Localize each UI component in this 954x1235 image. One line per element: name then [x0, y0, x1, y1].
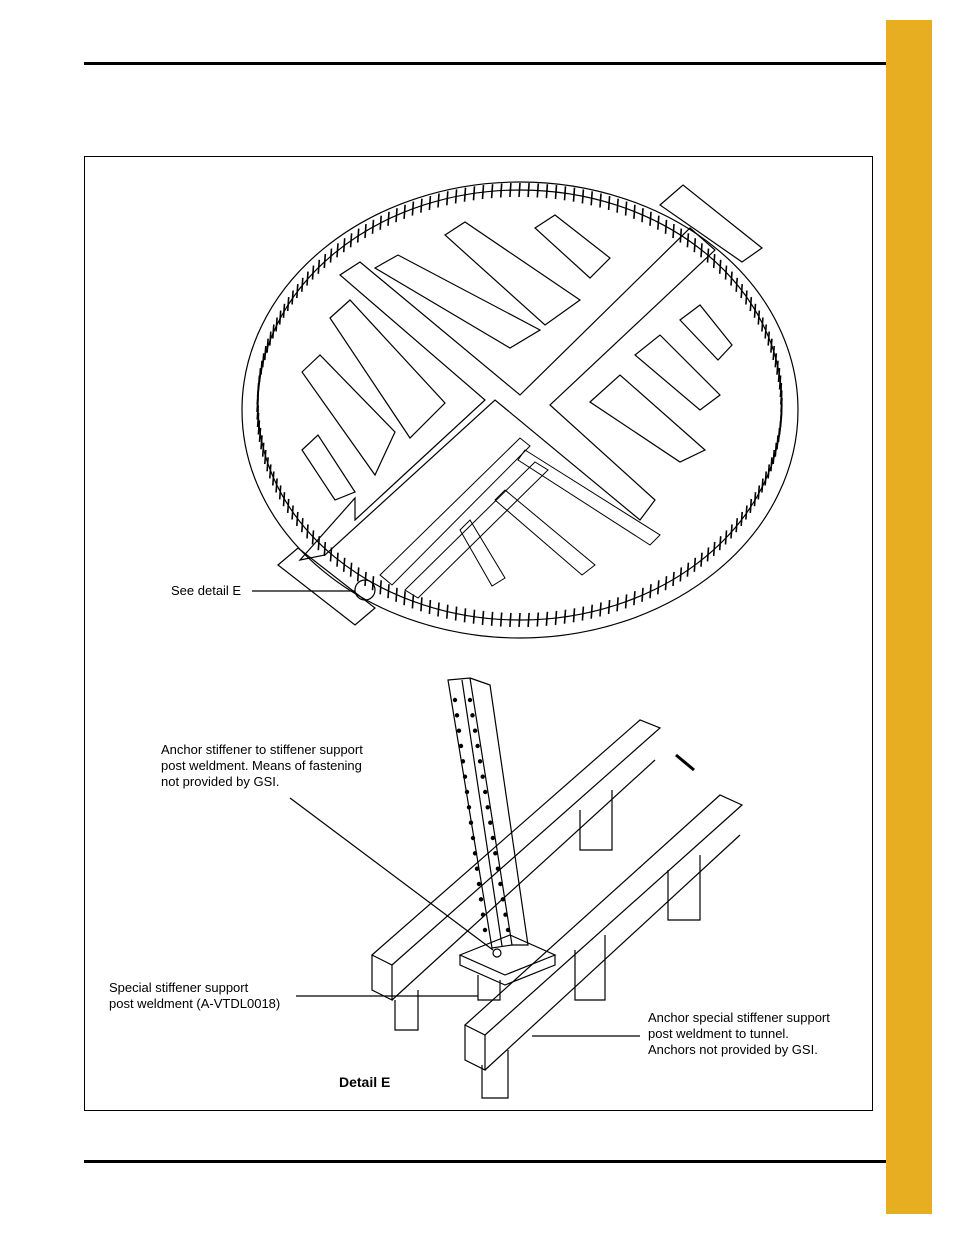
bolt-hole — [499, 882, 502, 885]
stiffener-tooth — [781, 391, 782, 405]
stiffener-tooth — [292, 506, 293, 520]
left-tunnel-rail — [372, 720, 660, 965]
stiffener-tooth — [768, 332, 769, 346]
stiffener-tooth — [658, 580, 659, 594]
bolt-hole — [473, 852, 476, 855]
stiffener-tooth — [666, 576, 667, 590]
bolt-hole — [484, 790, 487, 793]
stiffener-tooth — [758, 485, 759, 499]
floor-slot — [302, 355, 395, 475]
stiffener-tooth — [396, 588, 397, 602]
stiffener-tooth — [456, 189, 457, 203]
stiffener-tooth — [492, 184, 493, 198]
anchor-bolt — [493, 949, 501, 957]
stiffener-grid — [380, 438, 660, 598]
base-plate — [460, 935, 555, 975]
stiffener-tooth — [720, 536, 721, 550]
stiffener-tooth — [736, 278, 737, 292]
stiffener-tooth — [758, 311, 759, 325]
stiffener-tooth — [421, 199, 422, 213]
see-detail-callout: See detail E — [171, 583, 242, 598]
stiffener-tooth — [404, 205, 405, 219]
floor-slot — [302, 435, 355, 500]
stiffener-tooth — [546, 612, 547, 626]
stiffener-tooth — [474, 186, 475, 200]
stiffener-tooth — [438, 603, 439, 617]
bolt-hole — [491, 836, 494, 839]
right-rail-leg — [575, 935, 605, 1000]
stiffener-tooth — [777, 361, 778, 375]
stiffener-tooth — [746, 506, 747, 520]
stiffener-tooth — [762, 479, 763, 493]
stiffener-tooth — [680, 567, 681, 581]
floor-slot — [445, 222, 580, 325]
stiffener-tooth — [510, 613, 511, 627]
stiffener-tooth — [574, 608, 575, 622]
stiffener-tooth — [396, 208, 397, 222]
stiffener-tooth — [412, 202, 413, 216]
floor-slot — [590, 375, 705, 462]
tunnel-tab-lower — [278, 548, 375, 625]
stiffener-tooth — [565, 186, 566, 200]
right-rail-leg — [668, 855, 700, 920]
stiffener-tooth — [297, 512, 298, 526]
stiffener-tooth — [779, 428, 780, 442]
stiffener-tooth — [447, 605, 448, 619]
stiffener-tooth — [501, 613, 502, 627]
stiffener-tooth — [313, 266, 314, 280]
stiffener-tooth — [626, 202, 627, 216]
stiffener-tooth — [537, 184, 538, 198]
stiffener-tooth — [284, 492, 285, 506]
stiffener-tooth — [673, 572, 674, 586]
stiffener-tooth — [609, 196, 610, 210]
stiffener-tooth — [701, 553, 702, 567]
stiffener-tooth — [337, 553, 338, 567]
stiffener-tooth — [731, 272, 732, 286]
stiffener-tooth — [765, 472, 766, 486]
stiffener-tooth — [731, 524, 732, 538]
stiffener-tooth — [650, 584, 651, 598]
stiffener-tooth — [465, 608, 466, 622]
stiffener-tooth — [591, 605, 592, 619]
stiffener-tooth — [292, 291, 293, 305]
bolt-hole — [504, 913, 507, 916]
stiffener-tooth — [365, 224, 366, 238]
bolt-hole — [467, 806, 470, 809]
stiffener-tooth — [276, 479, 277, 493]
bolt-hole — [486, 806, 489, 809]
stiffener-tooth — [358, 567, 359, 581]
stiffener-tooth — [519, 183, 520, 197]
floor-slot — [535, 215, 610, 278]
bolt-hole — [463, 775, 466, 778]
stiffener-tooth — [438, 194, 439, 208]
stiffener-tooth — [276, 318, 277, 332]
stiffener-tooth — [537, 613, 538, 627]
stiffener-tooth — [701, 243, 702, 257]
stiffener-tooth — [492, 612, 493, 626]
stiffener-tooth — [771, 457, 772, 471]
stiffener-tooth — [617, 597, 618, 611]
stiffener-tooth — [773, 346, 774, 360]
detail-e-caption: Detail E — [339, 1074, 391, 1090]
left-rail-leg — [580, 790, 612, 850]
stiffener-tooth — [265, 346, 266, 360]
bolt-hole — [483, 928, 486, 931]
tunnel-tab-upper — [660, 185, 762, 262]
bolt-hole — [461, 760, 464, 763]
special-post-callout: Special stiffener support post weldment (A-VTDL0018) — [109, 980, 281, 1011]
stiffener-tooth — [280, 485, 281, 499]
stiffener-tooth — [600, 603, 601, 617]
stiffener-tooth — [680, 229, 681, 243]
stiffener-tooth — [307, 524, 308, 538]
stiffener-teeth — [257, 183, 782, 627]
stiffener-tooth — [313, 530, 314, 544]
stiffener-tooth — [708, 547, 709, 561]
stiffener-tooth — [746, 291, 747, 305]
bolt-hole — [453, 698, 456, 701]
stiffener-tooth — [307, 272, 308, 286]
stiffener-tooth — [429, 600, 430, 614]
anchor-stiffener-leader — [290, 798, 493, 950]
stiffener-tooth — [273, 325, 274, 339]
stiffener-tooth — [365, 572, 366, 586]
stiffener-tooth — [344, 558, 345, 572]
stiffener-tooth — [694, 558, 695, 572]
stiffener-tooth — [528, 183, 529, 197]
bolt-hole — [455, 714, 458, 717]
stiffener-tooth — [714, 254, 715, 268]
stiffener-tooth — [388, 212, 389, 226]
stiffener-tooth — [556, 185, 557, 199]
stiffener-tooth — [773, 450, 774, 464]
stiffener-tooth — [261, 435, 262, 449]
stiffener-tooth — [775, 443, 776, 457]
stiffener-tooth — [546, 184, 547, 198]
stiffener-tooth — [642, 588, 643, 602]
bolt-hole — [494, 852, 497, 855]
stiffener-tooth — [634, 205, 635, 219]
stiffener-tooth — [658, 216, 659, 230]
stiffener-tooth — [351, 233, 352, 247]
stiffener-tooth — [736, 518, 737, 532]
stiffener-tooth — [626, 594, 627, 608]
stiffener-tooth — [297, 284, 298, 298]
bolt-hole — [477, 882, 480, 885]
stiffener-tooth — [673, 224, 674, 238]
stiffener-tooth — [263, 443, 264, 457]
stiffener-tooth — [687, 233, 688, 247]
stiffener-tooth — [777, 435, 778, 449]
bolt-hole — [468, 698, 471, 701]
stiffener-tooth — [288, 297, 289, 311]
anchor-tunnel-callout: Anchor special stiffener support post weldment to tunnel. Anchors not provided by GSI. — [648, 1010, 830, 1057]
stiffener-tooth — [510, 183, 511, 197]
floor-slot — [680, 305, 732, 360]
stiffener-tooth — [556, 611, 557, 625]
bolt-hole — [471, 714, 474, 717]
stiffener-tooth — [765, 325, 766, 339]
stiffener-tooth — [260, 368, 261, 382]
stiffener-tooth — [726, 530, 727, 544]
stiffener-tooth — [302, 278, 303, 292]
stiffener-tooth — [429, 196, 430, 210]
stiffener-tooth — [270, 332, 271, 346]
stiffener-tooth — [617, 199, 618, 213]
stiffener-tooth — [666, 220, 667, 234]
stiffener-tooth — [260, 428, 261, 442]
stiffener-tooth — [280, 311, 281, 325]
stiffener-tooth — [373, 220, 374, 234]
stiffener-tooth — [324, 542, 325, 556]
stiffener-tooth — [267, 339, 268, 353]
stiffener-tooth — [750, 297, 751, 311]
anchor-stiffener-callout: Anchor stiffener to stiffener support post weldment. Means of fastening not provided by GSI. — [161, 742, 363, 789]
bolt-hole — [479, 760, 482, 763]
stiffener-tooth — [750, 499, 751, 513]
bolt-hole — [469, 821, 472, 824]
stiffener-tooth — [771, 339, 772, 353]
stiffener-tooth — [768, 464, 769, 478]
bolt-hole — [471, 836, 474, 839]
stiffener-tooth — [694, 238, 695, 252]
stiffener-tooth — [609, 600, 610, 614]
stiffener-tooth — [741, 512, 742, 526]
stiffener-tooth — [358, 229, 359, 243]
bolt-hole — [457, 729, 460, 732]
stiffener-tooth — [642, 208, 643, 222]
bolt-hole — [465, 790, 468, 793]
stiffener-tooth — [687, 563, 688, 577]
stiffener-fragment — [676, 755, 694, 770]
bolt-hole — [474, 729, 477, 732]
stiffener-tooth — [465, 188, 466, 202]
bolt-hole — [459, 744, 462, 747]
stiffener-tooth — [474, 610, 475, 624]
stiffener-tooth — [741, 284, 742, 298]
stiffener-tooth — [591, 191, 592, 205]
stiffener-tooth — [344, 238, 345, 252]
stiffener-tooth — [267, 457, 268, 471]
stiffener-tooth — [263, 353, 264, 367]
stiffener-tooth — [318, 260, 319, 274]
stiffener-tooth — [528, 613, 529, 627]
bolt-hole — [476, 744, 479, 747]
stiffener-tooth — [456, 607, 457, 621]
stiffener-tooth — [600, 194, 601, 208]
bolt-hole — [481, 775, 484, 778]
bolt-hole — [475, 867, 478, 870]
right-rail-leg — [482, 1050, 508, 1098]
stiffener-tooth — [634, 591, 635, 605]
stiffener-tooth — [582, 607, 583, 621]
stiffener-tooth — [351, 563, 352, 577]
stiffener-tooth — [265, 450, 266, 464]
column-bolt-holes — [453, 698, 509, 931]
stiffener-tooth — [582, 189, 583, 203]
stiffener-tooth — [762, 318, 763, 332]
stiffener-tooth — [421, 597, 422, 611]
stiffener-tooth — [755, 492, 756, 506]
stiffener-tooth — [412, 594, 413, 608]
stiffener-tooth — [714, 542, 715, 556]
stiffener-tooth — [775, 353, 776, 367]
stiffener-tooth — [288, 499, 289, 513]
stiffener-tooth — [483, 185, 484, 199]
stiffener-tooth — [755, 304, 756, 318]
bolt-hole — [506, 928, 509, 931]
stiffener-tooth — [324, 254, 325, 268]
stiffener-tooth — [380, 580, 381, 594]
stiffener-tooth — [501, 184, 502, 198]
bolt-hole — [479, 898, 482, 901]
stiffener-tooth — [273, 472, 274, 486]
stiffener-tooth — [284, 304, 285, 318]
stiffener-tooth — [726, 266, 727, 280]
floor-slot — [375, 255, 540, 348]
stiffener-tooth — [331, 249, 332, 263]
stiffener-tooth — [261, 361, 262, 375]
stiffener-tooth — [779, 368, 780, 382]
stiffener-tooth — [519, 613, 520, 627]
stiffener-tooth — [270, 464, 271, 478]
stiffener-tooth — [650, 212, 651, 226]
stiffener-tooth — [447, 191, 448, 205]
stiffener-tooth — [574, 188, 575, 202]
stiffener-tooth — [720, 260, 721, 274]
bolt-hole — [489, 821, 492, 824]
stiffener-tooth — [388, 584, 389, 598]
stiffener-tooth — [380, 216, 381, 230]
stiffener-tooth — [483, 611, 484, 625]
stiffener-tooth — [302, 518, 303, 532]
stiffener-tooth — [337, 243, 338, 257]
floor-slot — [330, 300, 445, 438]
stiffener-tooth — [404, 591, 405, 605]
stiffener-tooth — [565, 610, 566, 624]
